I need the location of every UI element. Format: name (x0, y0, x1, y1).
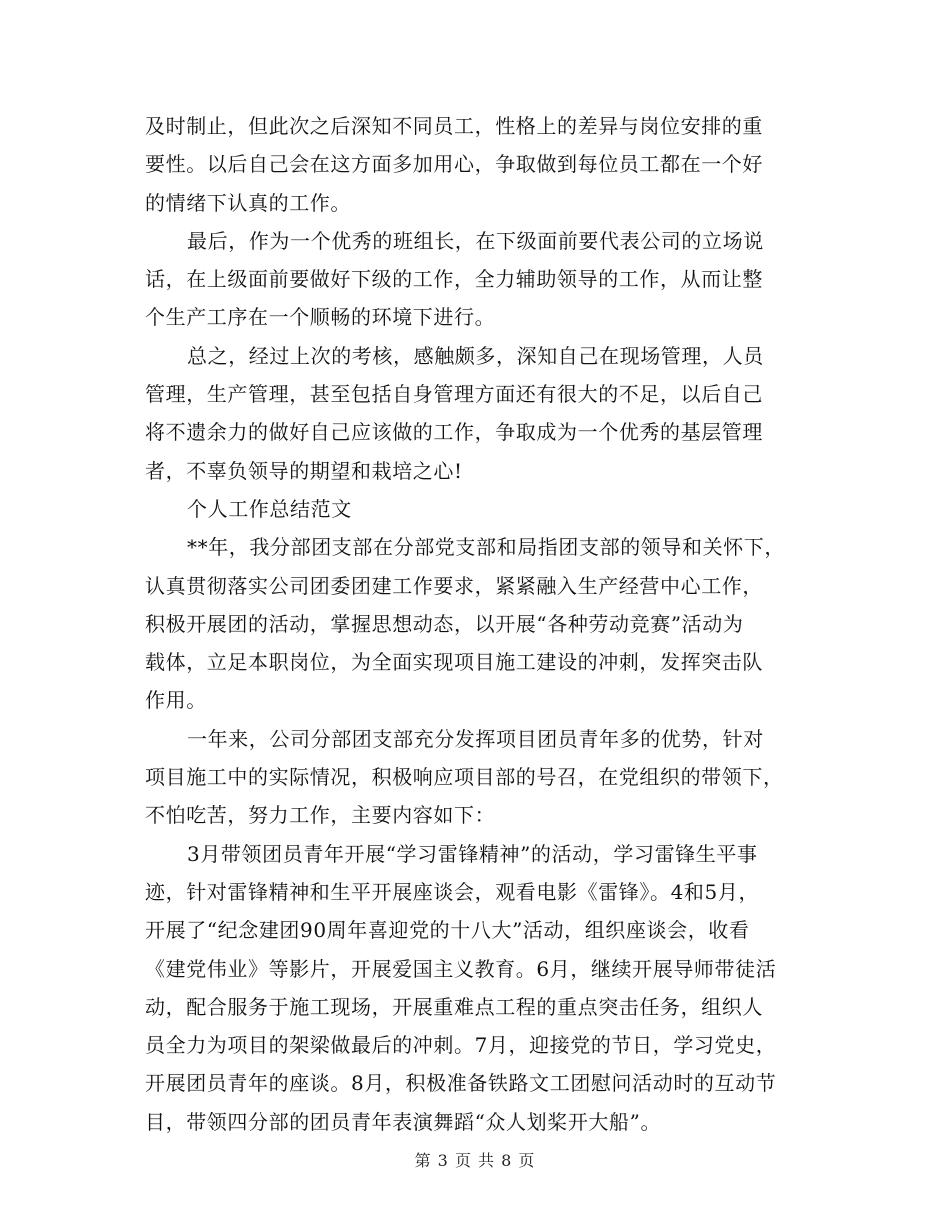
document-body (145, 107, 810, 1141)
paragraph-start-line: 最后，作为一个优秀的班组长，在下级面前要代表公司的立场说 (187, 228, 764, 253)
text-line: 要性。以后自己会在这方面多加用心，争取做到每位员工都在一个好 (145, 152, 763, 177)
text-line: 员全力为项目的架梁做最后的冲刺。7月，迎接党的节日，学习党史， (145, 1033, 777, 1058)
text-line: 动，配合服务于施工现场，开展重难点工程的重点突击任务，组织人 (145, 994, 763, 1019)
text-line: 话，在上级面前要做好下级的工作，全力辅助领导的工作，从而让整 (145, 267, 763, 292)
text-line: 认真贯彻落实公司团委团建工作要求，紧紧融入生产经营中心工作， (145, 573, 763, 598)
page-number-footer: 第 3 页 共 8 页 (414, 1151, 536, 1170)
text-line: 《建党伟业》等影片，开展爱国主义教育。6月，继续开展导师带徒活 (145, 956, 777, 981)
text-line: 者，不辜负领导的期望和栽培之心! (145, 458, 463, 483)
text-line: 目，带领四分部的团员青年表演舞蹈“众人划桨开大船”。 (145, 1109, 662, 1134)
text-line: 及时制止，但此次之后深知不同员工，性格上的差异与岗位安排的重 (145, 114, 763, 138)
text-line: 将不遗余力的做好自己应该做的工作，争取成为一个优秀的基层管理 (145, 420, 763, 445)
text-line: 不怕吃苦，努力工作，主要内容如下： (145, 803, 496, 828)
text-line: 个生产工序在一个顺畅的环境下进行。 (145, 305, 496, 330)
paragraph-start-line: 一年来，公司分部团支部充分发挥项目团员青年多的优势，针对 (187, 726, 764, 751)
text-line: 迹，针对雷锋精神和生平开展座谈会，观看电影《雷锋》。4和5月， (145, 879, 760, 904)
text-line: 管理，生产管理，甚至包括自身管理方面还有很大的不足，以后自己 (145, 382, 763, 407)
paragraph-start-line: 总之，经过上次的考核，感触颇多，深知自己在现场管理，人员 (187, 343, 764, 368)
paragraph-start-line: 3月带领团员青年开展“学习雷锋精神”的活动，学习雷锋生平事 (187, 841, 758, 866)
text-line: 作用。 (145, 688, 207, 713)
text-line: 积极开展团的活动，掌握思想动态，以开展“各种劳动竞赛”活动为 (145, 611, 744, 636)
text-line: 载体，立足本职岗位，为全面实现项目施工建设的冲刺，发挥突击队 (145, 650, 763, 675)
paragraph-start-line: **年，我分部团支部在分部党支部和局指团支部的领导和关怀下， (187, 535, 785, 560)
section-heading: 个人工作总结范文 (187, 496, 352, 521)
text-line: 开展了“纪念建团90周年喜迎党的十八大”活动，组织座谈会，收看 (145, 918, 750, 943)
text-line: 项目施工中的实际情况，积极响应项目部的号召，在党组织的带领下， (145, 765, 784, 790)
text-line: 的情绪下认真的工作。 (145, 190, 351, 215)
text-line: 开展团员青年的座谈。8月，积极准备铁路文工团慰问活动时的互动节 (145, 1071, 777, 1096)
